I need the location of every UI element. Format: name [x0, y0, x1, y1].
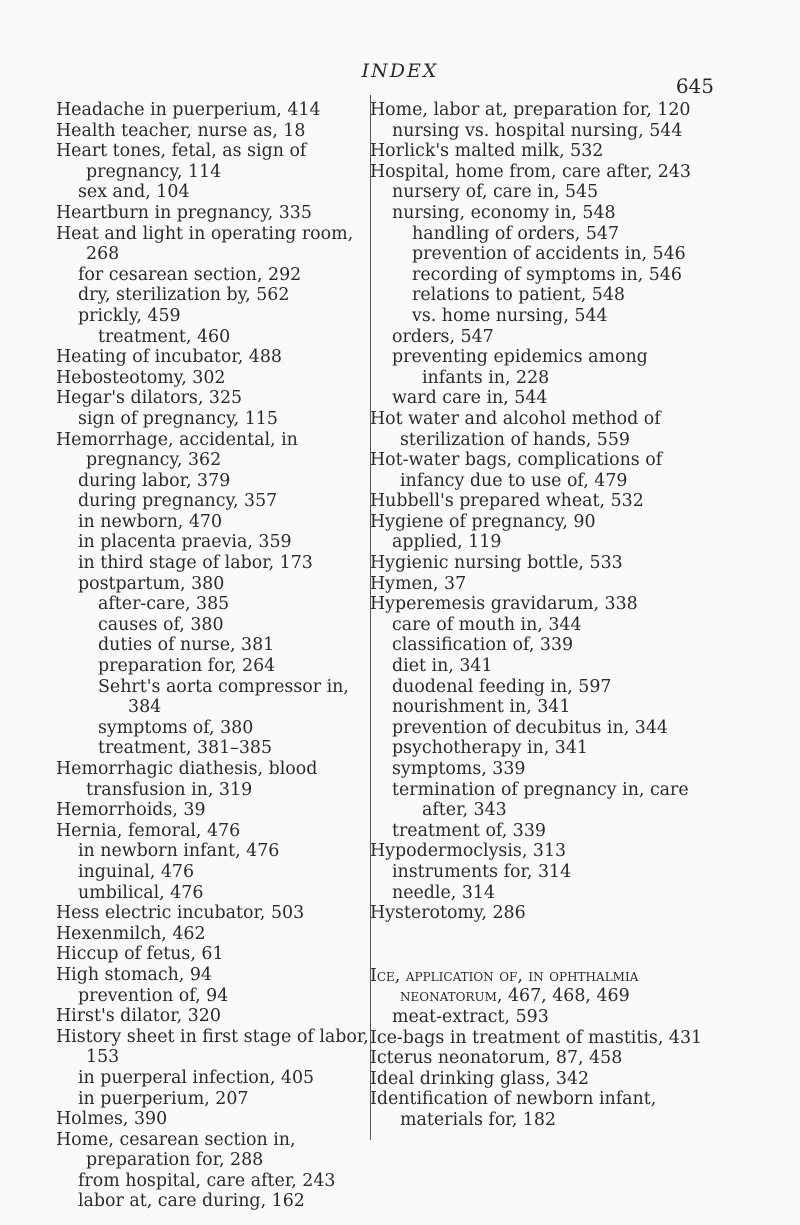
index-subentry: instruments for, 314	[392, 861, 572, 882]
index-subentry: dry, sterilization by, 562	[78, 285, 290, 306]
index-entry: Hernia, femoral, 476	[56, 820, 241, 841]
index-subentry: in puerperium, 207	[78, 1088, 249, 1109]
index-subentry: relations to patient, 548	[412, 285, 625, 306]
index-entry: Hubbell's prepared wheat, 532	[370, 491, 644, 512]
index-entry: Hymen, 37	[370, 573, 467, 594]
index-entry: Hemorrhagic diathesis, blood transfusion in, 319	[56, 759, 318, 800]
index-entry: Hygienic nursing bottle, 533	[370, 553, 623, 574]
index-subentry: termination of pregnancy in, care after, 343	[392, 779, 689, 821]
index-entry: Hebosteotomy, 302	[56, 367, 226, 388]
index-subentry: for cesarean section, 292	[78, 264, 302, 285]
index-subentry: during labor, 379	[78, 470, 231, 491]
index-subentry: nursing, economy in, 548	[392, 202, 616, 223]
index-subentry: nursing vs. hospital nursing, 544	[392, 120, 683, 141]
index-subentry: treatment of, 339	[392, 820, 546, 841]
index-subentry: symptoms, 339	[392, 759, 526, 779]
index-subentry: postpartum, 380	[78, 573, 225, 594]
index-subentry: vs. home nursing, 544	[412, 305, 608, 326]
index-subentry: in puerperal infection, 405	[78, 1067, 315, 1088]
index-subentry: in newborn, 470	[78, 511, 223, 532]
index-entry: Hess electric incubator, 503	[56, 903, 305, 924]
index-entry: Hospital, home from, care after, 243	[370, 161, 691, 182]
index-entry: Hygiene of pregnancy, 90	[370, 511, 596, 532]
section-gap	[370, 924, 704, 966]
index-entry: Horlick's malted milk, 532	[370, 141, 604, 162]
index-column-left	[56, 100, 378, 1212]
index-subentry: care of mouth in, 344	[392, 614, 582, 635]
index-entry: Health teacher, nurse as, 18	[56, 120, 306, 141]
index-entry: Heating of incubator, 488	[56, 347, 282, 368]
index-subentry: classification of, 339	[392, 635, 574, 656]
index-subentry: causes of, 380	[98, 614, 224, 635]
index-subentry: nourishment in, 341	[392, 697, 571, 718]
index-entry: Hexenmilch, 462	[56, 923, 206, 944]
index-subentry: meat-extract, 593	[392, 1006, 549, 1027]
index-subentry: preventing epidemics among infants in, 228	[392, 347, 648, 388]
index-subentry: duodenal feeding in, 597	[392, 676, 612, 697]
index-subentry: umbilical, 476	[78, 882, 204, 903]
index-subentry: handling of orders, 547	[412, 223, 620, 244]
index-entry: Heat and light in operating room, 268	[56, 223, 354, 265]
index-subentry: labor at, care during, 162	[78, 1191, 305, 1212]
index-entry: Hemorrhoids, 39	[56, 800, 206, 821]
index-entry: Hemorrhage, accidental, in pregnancy, 362	[56, 429, 298, 471]
index-subentry: psychotherapy in, 341	[392, 738, 588, 759]
index-subentry: diet in, 341	[392, 656, 493, 677]
index-subentry: prevention of, 94	[78, 985, 229, 1006]
index-entry: Hiccup of fetus, 61	[56, 944, 224, 965]
index-entry: Icterus neonatorum, 87, 458	[370, 1048, 623, 1069]
index-subentry: in newborn infant, 476	[78, 841, 280, 862]
index-subentry: during pregnancy, 357	[78, 491, 278, 512]
index-subentry: treatment, 381–385	[98, 738, 273, 759]
index-subentry: after-care, 385	[98, 594, 230, 615]
index-subentry: ward care in, 544	[392, 388, 548, 409]
index-subentry: nursery of, care in, 545	[392, 182, 599, 203]
index-entry: Hysterotomy, 286	[370, 903, 526, 924]
index-column-right	[370, 100, 704, 1131]
index-entry: Holmes, 390	[56, 1109, 168, 1130]
index-subentry: in placenta praevia, 359	[78, 532, 292, 553]
index-entry: Hypodermoclysis, 313	[370, 841, 567, 862]
index-subentry: prickly, 459	[78, 305, 181, 326]
index-subentry: duties of nurse, 381	[98, 635, 275, 656]
index-entry: Identification of newborn infant, materials for, 182	[370, 1089, 657, 1130]
index-entry: Headache in puerperium, 414	[56, 100, 321, 120]
page-header	[0, 60, 800, 98]
index-entry: Hirst's dilator, 320	[56, 1006, 221, 1027]
index-entry: Home, cesarean section in, preparation for, 288	[56, 1129, 296, 1171]
index-subentry: sign of pregnancy, 115	[78, 408, 278, 429]
index-subentry: prevention of accidents in, 546	[412, 244, 686, 265]
index-entry: Heartburn in pregnancy, 335	[56, 202, 312, 223]
index-entry: History sheet in first stage of labor, 153	[56, 1026, 369, 1068]
index-subentry: preparation for, 264	[98, 656, 276, 677]
index-entry: Heart tones, fetal, as sign of pregnancy, 114	[56, 141, 307, 182]
index-subentry: inguinal, 476	[78, 861, 195, 882]
index-entry: Hot-water bags, complications of infancy due to use of, 479	[370, 450, 663, 491]
index-subentry: treatment, 460	[98, 326, 231, 347]
index-subentry: symptoms of, 380	[98, 717, 254, 738]
index-entry: Home, labor at, preparation for, 120	[370, 100, 691, 120]
index-subentry: recording of symptoms in, 546	[412, 264, 682, 285]
index-entry: Ice-bags in treatment of mastitis, 431	[370, 1027, 703, 1048]
running-title: INDEX	[361, 60, 439, 82]
index-entry: High stomach, 94	[56, 964, 212, 985]
index-subentry: sex and, 104	[78, 182, 190, 203]
index-entry: Hot water and alcohol method of sterilization of hands, 559	[370, 408, 661, 450]
page-number: 645	[675, 74, 714, 98]
index-entry: Ideal drinking glass, 342	[370, 1068, 590, 1089]
index-subentry: Sehrt's aorta compressor in, 384	[98, 676, 349, 718]
index-subentry: prevention of decubitus in, 344	[392, 717, 668, 738]
index-subentry: from hospital, care after, 243	[78, 1170, 336, 1191]
index-subentry: applied, 119	[392, 532, 502, 553]
index-subentry: needle, 314	[392, 882, 496, 903]
index-entry: Hegar's dilators, 325	[56, 388, 243, 409]
index-entry: Ice, application of, in ophthalmia neonatorum, 467, 468, 469	[370, 965, 639, 1007]
index-entry: Hyperemesis gravidarum, 338	[370, 594, 638, 615]
index-subentry: in third stage of labor, 173	[78, 553, 313, 574]
index-subentry: orders, 547	[392, 326, 494, 347]
